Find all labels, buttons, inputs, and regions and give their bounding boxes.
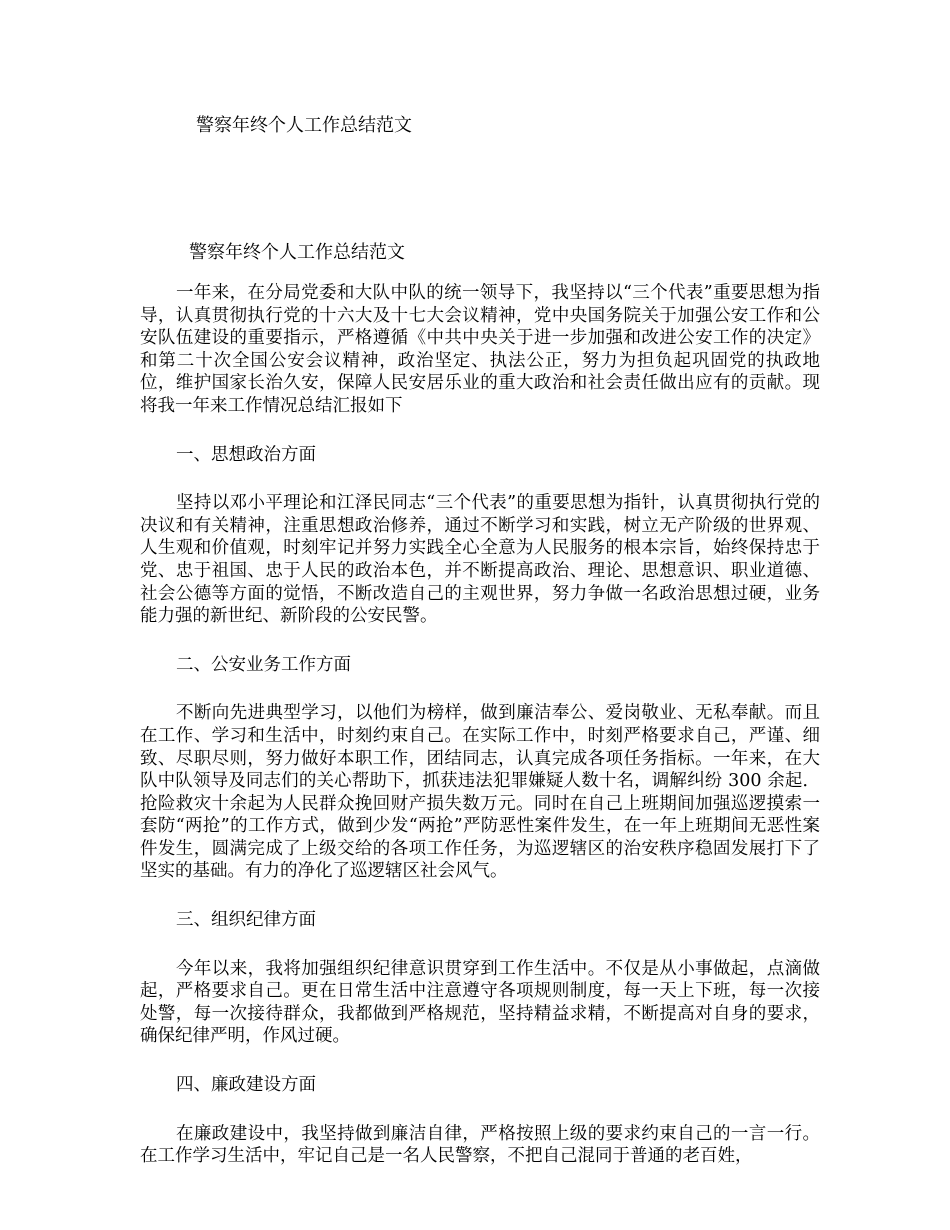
section-heading: 一、思想政治方面 — [176, 444, 316, 465]
section-paragraph: 不断向先进典型学习，以他们为榜样，做到廉洁奉公、爱岗敬业、无私奉献。而且在工作、学习和生活中，时刻约束自己。在实际工作中，时刻严格要求自己，严谨、细致、尽职尽则，努力做好本职工作，团结同志，认真完成各项任务指标。一年来，在大队中队领导及同志们的关心帮助下，抓获违法犯罪嫌疑人数十名，调解纠纷 300 余起．抢险救灾十余起为人民群众挽回财产损失数万元。同时在自己上班期间加强巡逻摸索一套防“两抢”的工作方式，做到少发“两抢”严防恶性案件发生，在一年上班期间无恶性案件发生，圆满完成了上级交给的各项工作任务，为巡逻辖区的治安秩序稳固发展打下了坚实的基础。有力的净化了巡逻辖区社会风气。 — [140, 703, 820, 882]
section-paragraph: 坚持以邓小平理论和江泽民同志“三个代表”的重要思想为指针，认真贯彻执行党的决议和有关精神，注重思想政治修养，通过不断学习和实践，树立无产阶级的世界观、人生观和价值观，时刻牢记并努力实践全心全意为人民服务的根本宗旨，始终保持忠于党、忠于祖国、忠于人民的政治本色，并不断提高政治、理论、思想意识、职业道德、社会公德等方面的觉悟，不断改造自己的主观世界，努力争做一名政治思想过硬，业务能力强的新世纪、新阶段的公安民警。 — [140, 493, 820, 627]
section-heading: 三、组织纪律方面 — [176, 910, 316, 931]
section-heading: 二、公安业务工作方面 — [176, 654, 351, 675]
section-paragraph: 在廉政建设中，我坚持做到廉洁自律，严格按照上级的要求约束自己的一言一行。在工作学习生活中，牢记自己是一名人民警察，不把自己混同于普通的老百姓， — [140, 1123, 820, 1167]
section-heading: 四、廉政建设方面 — [176, 1075, 316, 1096]
section-paragraph: 今年以来，我将加强组织纪律意识贯穿到工作生活中。不仅是从小事做起，点滴做起，严格要求自己。更在日常生活中注意遵守各项规则制度，每一天上下班，每一次接处警，每一次接待群众，我都做到严格规范，坚持精益求精，不断提高对自身的要求，确保纪律严明，作风过硬。 — [140, 958, 820, 1047]
document-body — [140, 282, 820, 1168]
section-business — [140, 654, 820, 883]
header-title: 警察年终个人工作总结范文 — [196, 115, 412, 136]
intro-paragraph: 一年来，在分局党委和大队中队的统一领导下，我坚持以“三个代表”重要思想为指导，认真贯彻执行党的十六大及十七大会议精神，党中央国务院关于加强公安工作和公安队伍建设的重要指示，严格遵循《中共中央关于进一步加强和改进公安工作的决定》和第二十次全国公安会议精神，政治坚定、执法公正，努力为担负起巩固党的执政地位，维护国家长治久安，保障人民安居乐业的重大政治和社会责任做出应有的贡献。现将我一年来工作情况总结汇报如下 — [140, 283, 820, 416]
section-integrity — [140, 1074, 820, 1168]
section-political — [140, 444, 820, 628]
document-title: 警察年终个人工作总结范文 — [189, 242, 405, 263]
section-discipline — [140, 909, 820, 1048]
